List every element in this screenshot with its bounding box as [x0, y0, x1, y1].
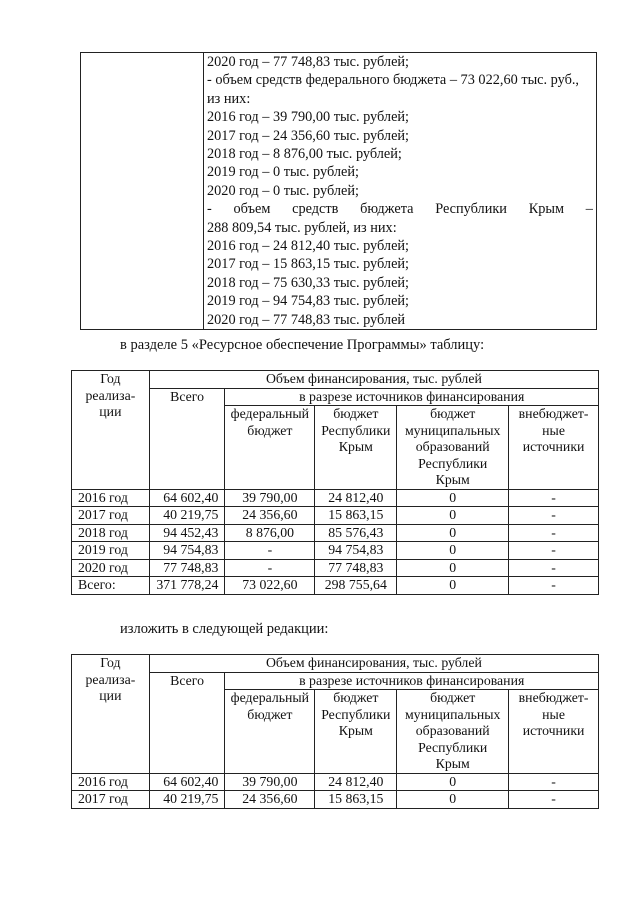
year-cell: Всего: — [72, 577, 150, 595]
sources-header: в разрезе источников финансирования — [225, 672, 599, 690]
year-cell: 2020 год — [72, 559, 150, 577]
republic-cell: 15 863,15 — [315, 791, 397, 809]
header-line: бюджет — [333, 406, 379, 421]
table-row — [72, 507, 599, 525]
funding-line: из них: — [207, 90, 251, 107]
extra-cell: - — [509, 577, 599, 595]
municipal-cell: 0 — [397, 507, 509, 525]
header-line: ции — [99, 404, 122, 419]
header-line: Республики — [418, 455, 488, 471]
extrabudget-header — [509, 690, 599, 774]
header-line: Год — [100, 371, 121, 386]
header-line: бюджет — [333, 690, 379, 705]
municipal-cell: 0 — [397, 773, 509, 791]
republic-cell: 85 576,43 — [315, 524, 397, 542]
municipal-cell: 0 — [397, 577, 509, 595]
funding-line: 2020 год – 77 748,83 тыс. рублей — [207, 311, 406, 328]
justified-word: Крым — [528, 201, 565, 218]
municipal-cell: 0 — [397, 524, 509, 542]
funding-line: 2017 год – 24 356,60 тыс. рублей; — [207, 127, 410, 144]
federal-cell: 24 356,60 — [225, 791, 315, 809]
header-row — [72, 655, 599, 673]
total-row — [72, 577, 599, 595]
federal-cell: 39 790,00 — [225, 773, 315, 791]
total-cell: 64 602,40 — [149, 489, 225, 507]
paragraph-section5: в разделе 5 «Ресурсное обеспечение Программы» таблицу: — [120, 337, 485, 353]
republic-cell: 24 812,40 — [315, 773, 397, 791]
financing-header: Объем финансирования, тыс. рублей — [149, 371, 598, 389]
extra-cell: - — [509, 559, 599, 577]
republic-header — [315, 690, 397, 774]
federal-cell: 8 876,00 — [225, 524, 315, 542]
header-line: ции — [99, 688, 122, 703]
header-line: федеральный — [230, 690, 310, 705]
header-line: источники — [522, 723, 585, 738]
financing-header: Объем финансирования, тыс. рублей — [149, 655, 598, 673]
justified-word: объем — [233, 201, 271, 218]
program-passport-continuation-table — [80, 52, 597, 330]
header-line: бюджет — [247, 422, 293, 438]
header-line: внебюджет- — [518, 690, 589, 705]
year-cell: 2019 год — [72, 542, 150, 560]
total-header: Всего — [149, 672, 225, 773]
republic-cell: 24 812,40 — [315, 489, 397, 507]
federal-header — [225, 690, 315, 774]
republic-cell: 298 755,64 — [315, 577, 397, 595]
table-row — [72, 791, 599, 809]
header-line: бюджет — [430, 406, 476, 421]
republic-cell: 77 748,83 — [315, 559, 397, 577]
municipal-cell: 0 — [397, 791, 509, 809]
funding-line: 2018 год – 8 876,00 тыс. рублей; — [207, 146, 402, 163]
table-row — [72, 524, 599, 542]
federal-cell: 73 022,60 — [225, 577, 315, 595]
header-line: Год — [100, 655, 121, 670]
year-cell: 2016 год — [72, 489, 150, 507]
extra-cell: - — [509, 791, 599, 809]
sources-header: в разрезе источников финансирования — [225, 388, 599, 406]
total-cell: 94 754,83 — [149, 542, 225, 560]
header-line: внебюджет- — [518, 406, 589, 421]
header-row — [72, 371, 599, 389]
table-row — [81, 53, 597, 330]
table-row — [72, 559, 599, 577]
header-line: Крым — [435, 472, 470, 487]
header-line: Крым — [338, 723, 373, 738]
federal-cell: - — [225, 559, 315, 577]
header-line: бюджет — [247, 706, 293, 722]
header-line: Республики — [418, 739, 488, 755]
justified-word: бюджета — [360, 201, 414, 218]
header-line: федеральный — [230, 406, 310, 421]
justified-word: – — [585, 201, 593, 218]
header-line: Республики — [321, 706, 391, 722]
federal-cell: 24 356,60 — [225, 507, 315, 525]
extra-cell: - — [509, 507, 599, 525]
republic-cell: 94 754,83 — [315, 542, 397, 560]
justified-word: - — [207, 201, 212, 218]
funding-text-cell — [204, 53, 597, 330]
total-cell: 94 452,43 — [149, 524, 225, 542]
extra-cell: - — [509, 773, 599, 791]
header-line: муниципальных — [404, 422, 501, 438]
total-cell: 40 219,75 — [149, 507, 225, 525]
funding-line-justified — [207, 200, 593, 218]
header-line: Крым — [338, 439, 373, 454]
header-line: образований — [415, 723, 490, 738]
funding-line: - объем средств федерального бюджета – 73 022,60 тыс. руб., — [207, 72, 580, 89]
paragraph-new-edition: изложить в следующей редакции: — [120, 621, 329, 637]
header-line: Крым — [435, 756, 470, 771]
funding-line: 2016 год – 39 790,00 тыс. рублей; — [207, 109, 410, 126]
header-line: реализа- — [85, 387, 136, 403]
funding-line: 2016 год – 24 812,40 тыс. рублей; — [207, 238, 410, 255]
total-header: Всего — [149, 388, 225, 489]
header-line: ные — [542, 706, 565, 722]
extra-cell: - — [509, 524, 599, 542]
republic-cell: 15 863,15 — [315, 507, 397, 525]
total-cell: 371 778,24 — [149, 577, 225, 595]
header-row — [72, 672, 599, 690]
funding-line: 2018 год – 75 630,33 тыс. рублей; — [207, 274, 410, 291]
extra-cell: - — [509, 489, 599, 507]
header-line: Республики — [321, 422, 391, 438]
funding-table-new — [71, 654, 599, 809]
empty-label-cell — [81, 53, 204, 330]
extra-cell: - — [509, 542, 599, 560]
total-cell: 40 219,75 — [149, 791, 225, 809]
header-line: муниципальных — [404, 706, 501, 722]
year-header — [72, 371, 150, 490]
table-row — [72, 542, 599, 560]
header-line: ные — [542, 422, 565, 438]
federal-cell: 39 790,00 — [225, 489, 315, 507]
total-cell: 77 748,83 — [149, 559, 225, 577]
header-line: источники — [522, 439, 585, 454]
funding-line: 2019 год – 94 754,83 тыс. рублей; — [207, 293, 410, 310]
justified-word: средств — [292, 201, 339, 218]
table-row — [72, 773, 599, 791]
funding-table-current — [71, 370, 599, 595]
municipal-header — [397, 690, 509, 774]
funding-line: 288 809,54 тыс. рублей, из них: — [207, 219, 397, 236]
header-line: реализа- — [85, 671, 136, 687]
year-cell: 2017 год — [72, 507, 150, 525]
federal-header — [225, 406, 315, 490]
municipal-header — [397, 406, 509, 490]
header-line: бюджет — [430, 690, 476, 705]
total-cell: 64 602,40 — [149, 773, 225, 791]
funding-line: 2020 год – 0 тыс. рублей; — [207, 182, 359, 199]
justified-word: Республики — [435, 201, 507, 218]
federal-cell: - — [225, 542, 315, 560]
header-line: образований — [415, 439, 490, 454]
year-header — [72, 655, 150, 774]
funding-line: 2017 год – 15 863,15 тыс. рублей; — [207, 256, 410, 273]
year-cell: 2017 год — [72, 791, 150, 809]
extrabudget-header — [509, 406, 599, 490]
header-row — [72, 388, 599, 406]
year-cell: 2016 год — [72, 773, 150, 791]
funding-line: 2019 год – 0 тыс. рублей; — [207, 164, 359, 181]
funding-line: 2020 год – 77 748,83 тыс. рублей; — [207, 54, 410, 70]
municipal-cell: 0 — [397, 559, 509, 577]
republic-header — [315, 406, 397, 490]
municipal-cell: 0 — [397, 542, 509, 560]
year-cell: 2018 год — [72, 524, 150, 542]
municipal-cell: 0 — [397, 489, 509, 507]
table-row — [72, 489, 599, 507]
